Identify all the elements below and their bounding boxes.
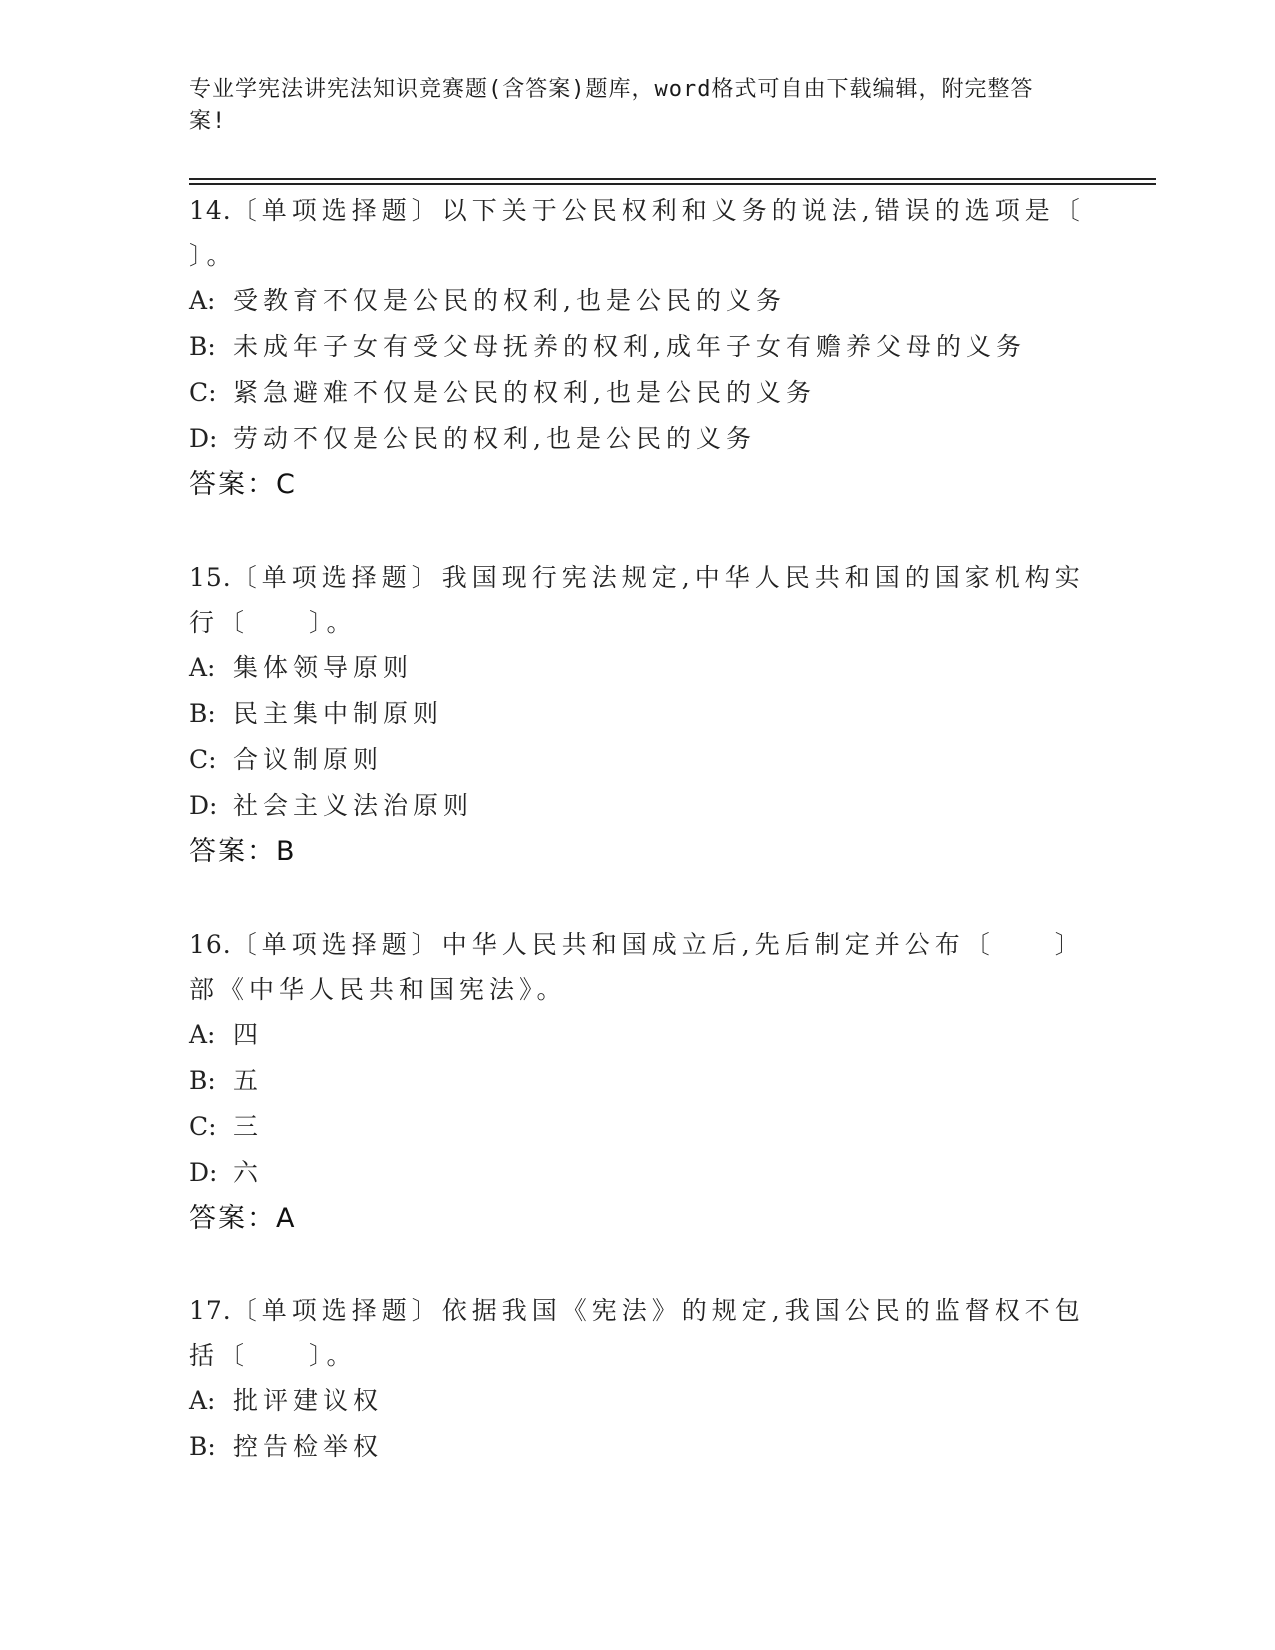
question-stem: [189, 922, 1089, 1012]
question-number: 14.: [189, 196, 232, 225]
option-b: [189, 1424, 1089, 1470]
option-c: [189, 1104, 1089, 1150]
option-letter: B:: [189, 699, 216, 728]
option-text: 受教育不仅是公民的权利,也是公民的义务: [233, 286, 786, 315]
header-divider-top: [189, 178, 1156, 180]
option-letter: D:: [189, 791, 218, 820]
option-a: [189, 1378, 1089, 1424]
option-text: 集体领导原则: [233, 653, 414, 682]
option-d: [189, 1150, 1089, 1196]
question-stem: [189, 1288, 1089, 1378]
option-text: 四: [233, 1020, 264, 1049]
option-a: [189, 278, 1089, 324]
question-text: 〔单项选择题〕以下关于公民权利和义务的说法,错误的选项是〔 〕。: [189, 196, 1085, 270]
option-text: 合议制原则: [233, 745, 384, 774]
option-letter: D:: [189, 1158, 218, 1187]
option-letter: B:: [189, 332, 216, 361]
option-letter: C:: [189, 1112, 217, 1141]
option-c: [189, 370, 1089, 416]
question-stem: [189, 555, 1089, 645]
answer-line: 答案：A: [189, 1203, 297, 1234]
option-letter: C:: [189, 745, 217, 774]
document-header: 专业学宪法讲宪法知识竞赛题(含答案)题库，word格式可自由下载编辑，附完整答案!: [189, 77, 1034, 134]
header-divider-bottom: [189, 183, 1156, 185]
question-number: 15.: [189, 563, 232, 592]
option-text: 批评建议权: [233, 1386, 384, 1415]
question-15: [189, 555, 1089, 875]
question-text: 〔单项选择题〕依据我国《宪法》的规定,我国公民的监督权不包括〔 〕。: [189, 1296, 1085, 1370]
option-d: [189, 783, 1089, 829]
option-a: [189, 645, 1089, 691]
option-b: [189, 324, 1089, 370]
option-letter: A:: [189, 653, 216, 682]
question-number: 16.: [189, 930, 232, 959]
option-b: [189, 1058, 1089, 1104]
option-text: 民主集中制原则: [233, 699, 444, 728]
question-text: 〔单项选择题〕我国现行宪法规定,中华人民共和国的国家机构实行〔 〕。: [189, 563, 1085, 637]
option-letter: C:: [189, 378, 217, 407]
question-stem: [189, 188, 1089, 278]
option-letter: A:: [189, 1020, 216, 1049]
option-c: [189, 737, 1089, 783]
question-17: [189, 1288, 1089, 1470]
option-text: 紧急避难不仅是公民的权利,也是公民的义务: [233, 378, 816, 407]
option-text: 三: [233, 1112, 264, 1141]
option-letter: A:: [189, 1386, 216, 1415]
option-letter: A:: [189, 286, 216, 315]
question-16: [189, 922, 1089, 1242]
option-text: 社会主义法治原则: [233, 791, 474, 820]
question-text: 〔单项选择题〕中华人民共和国成立后,先后制定并公布〔 〕部《中华人民共和国宪法》。: [189, 930, 1085, 1004]
option-text: 控告检举权: [233, 1432, 384, 1461]
option-text: 劳动不仅是公民的权利,也是公民的义务: [233, 424, 756, 453]
question-14: [189, 188, 1089, 508]
option-letter: B:: [189, 1066, 216, 1095]
option-letter: B:: [189, 1432, 216, 1461]
answer-line: 答案：B: [189, 836, 297, 867]
question-number: 17.: [189, 1296, 232, 1325]
option-text: 六: [233, 1158, 264, 1187]
answer-line: 答案：C: [189, 469, 297, 500]
option-b: [189, 691, 1089, 737]
option-text: 五: [233, 1066, 264, 1095]
option-text: 未成年子女有受父母抚养的权利,成年子女有赡养父母的义务: [233, 332, 1026, 361]
option-letter: D:: [189, 424, 218, 453]
option-d: [189, 416, 1089, 462]
option-a: [189, 1012, 1089, 1058]
